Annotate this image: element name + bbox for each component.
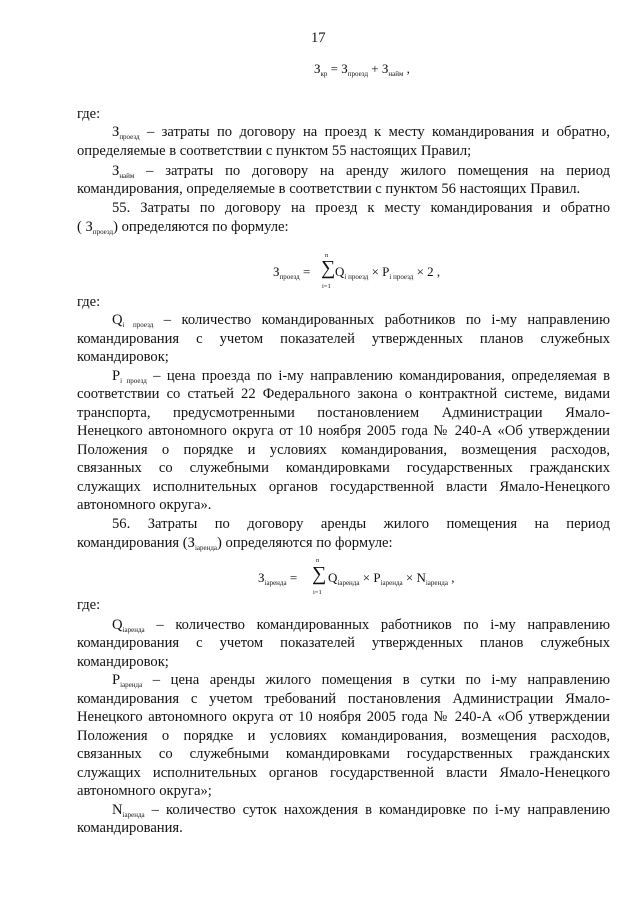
def-p-travel-line: автономного округа». xyxy=(77,497,212,513)
def-p-rent-line: служащих исполнительных органов государственной власти Ямало-Ненецкого xyxy=(77,765,610,781)
para-55-line: ( $З_{проезд}$) определяются по формуле: xyxy=(77,219,289,236)
def-q-rent-line: $Q_{iаренда}$ – количество командированных работников по i-му направлению xyxy=(112,617,610,634)
def-p-travel-line: транспорта, предусмотренными постановлением Администрации Ямало- xyxy=(77,405,610,421)
def-p-travel-line: соответствии со статьей 22 Федерального закона о контрактной системе, видами xyxy=(77,386,610,402)
sum-sign: ∑ xyxy=(321,257,336,279)
def-p-travel-line: $P_{i проезд}$ – цена проезда по i-му направлению командирования, определяемая в xyxy=(112,368,611,385)
formula-rent: $З_{iаренда}$ = xyxy=(258,570,298,587)
sum-upper-limit: n xyxy=(316,557,320,564)
def-p-travel-line: связанных со служебными командировками государственных гражданских xyxy=(77,460,610,476)
where-label: где: xyxy=(77,597,101,613)
para-55-line: 55. Затраты по договору на проезд к месту командирования и обратно xyxy=(112,200,610,216)
sum-lower-limit: i=1 xyxy=(313,589,322,596)
def-travel-cost-line: определяемые в соответствии с пунктом 55 настоящих Правил; xyxy=(77,143,472,159)
sum-sign: ∑ xyxy=(312,563,327,585)
def-n-rent-line: командирования. xyxy=(77,820,183,836)
sum-upper-limit: n xyxy=(325,252,329,259)
para-56-line: 56. Затраты по договору аренды жилого помещения на период xyxy=(112,516,610,532)
def-p-travel-line: Положения о порядке и условиях командирования, возмещения расходов, xyxy=(77,442,610,458)
def-p-rent-line: Ненецкого автономного округа от 10 ноября 2005 года № 240-А «Об утверждении xyxy=(77,709,610,725)
def-p-rent-line: связанных со служебными командировками государственных гражданских xyxy=(77,746,610,762)
def-p-rent-line: $P_{iаренда}$ – цена аренды жилого помещения в сутки по i-му направлению xyxy=(112,672,610,689)
def-p-rent-line: Положения о порядке и условиях командирования, возмещения расходов, xyxy=(77,728,610,744)
def-p-travel-line: служащих исполнительных органов государственной власти Ямало-Ненецкого xyxy=(77,479,610,495)
where-label: где: xyxy=(77,106,101,122)
def-p-rent-line: автономного округа»; xyxy=(77,783,212,799)
def-p-rent-line: командирования с учетом требований постановления Администрации Ямало- xyxy=(77,691,610,707)
def-q-travel-line: командирования с учетом показателей утвержденных планов служебных xyxy=(77,331,610,347)
def-p-travel-line: Ненецкого автономного округа от 10 ноября 2005 года № 240-А «Об утверждении xyxy=(77,423,610,439)
def-q-rent-line: командирования с учетом показателей утвержденных планов служебных xyxy=(77,635,610,651)
def-q-travel-line: $Q_{i проезд}$ – количество командированных работников по i-му направлению xyxy=(112,312,610,329)
def-rent-cost-line: командирования, определяемые в соответствии с пунктом 56 настоящих Правил. xyxy=(77,181,581,197)
formula-travel: $З_{проезд}$ = xyxy=(273,264,311,281)
sum-lower-limit: i=1 xyxy=(322,283,331,290)
page-number: 17 xyxy=(311,30,326,46)
formula-travel-terms: $Q_{i проезд} \times P_{i проезд} \times 2$ , xyxy=(335,264,441,281)
def-rent-cost-line: $З_{найм}$ – затраты по договору на аренду жилого помещения на период xyxy=(112,163,610,180)
formula-total-cost: $З_{кр} = З_{проезд} + З_{найм}$ , xyxy=(314,61,410,78)
def-n-rent-line: $N_{iаренда}$ – количество суток нахождения в командировке по i-му направлению xyxy=(112,802,611,819)
def-q-rent-line: командировок; xyxy=(77,654,169,670)
formula-rent-terms: $Q_{iаренда} \times P_{iаренда} \times N_{iаренда}$ , xyxy=(328,570,455,587)
def-travel-cost-line: $З_{проезд}$ – затраты по договору на проезд к месту командирования и обратно, xyxy=(112,124,610,141)
para-56-line: командирования $(З_{iаренда})$ определяются по формуле: xyxy=(77,535,393,552)
where-label: где: xyxy=(77,294,101,310)
def-q-travel-line: командировок; xyxy=(77,349,169,365)
